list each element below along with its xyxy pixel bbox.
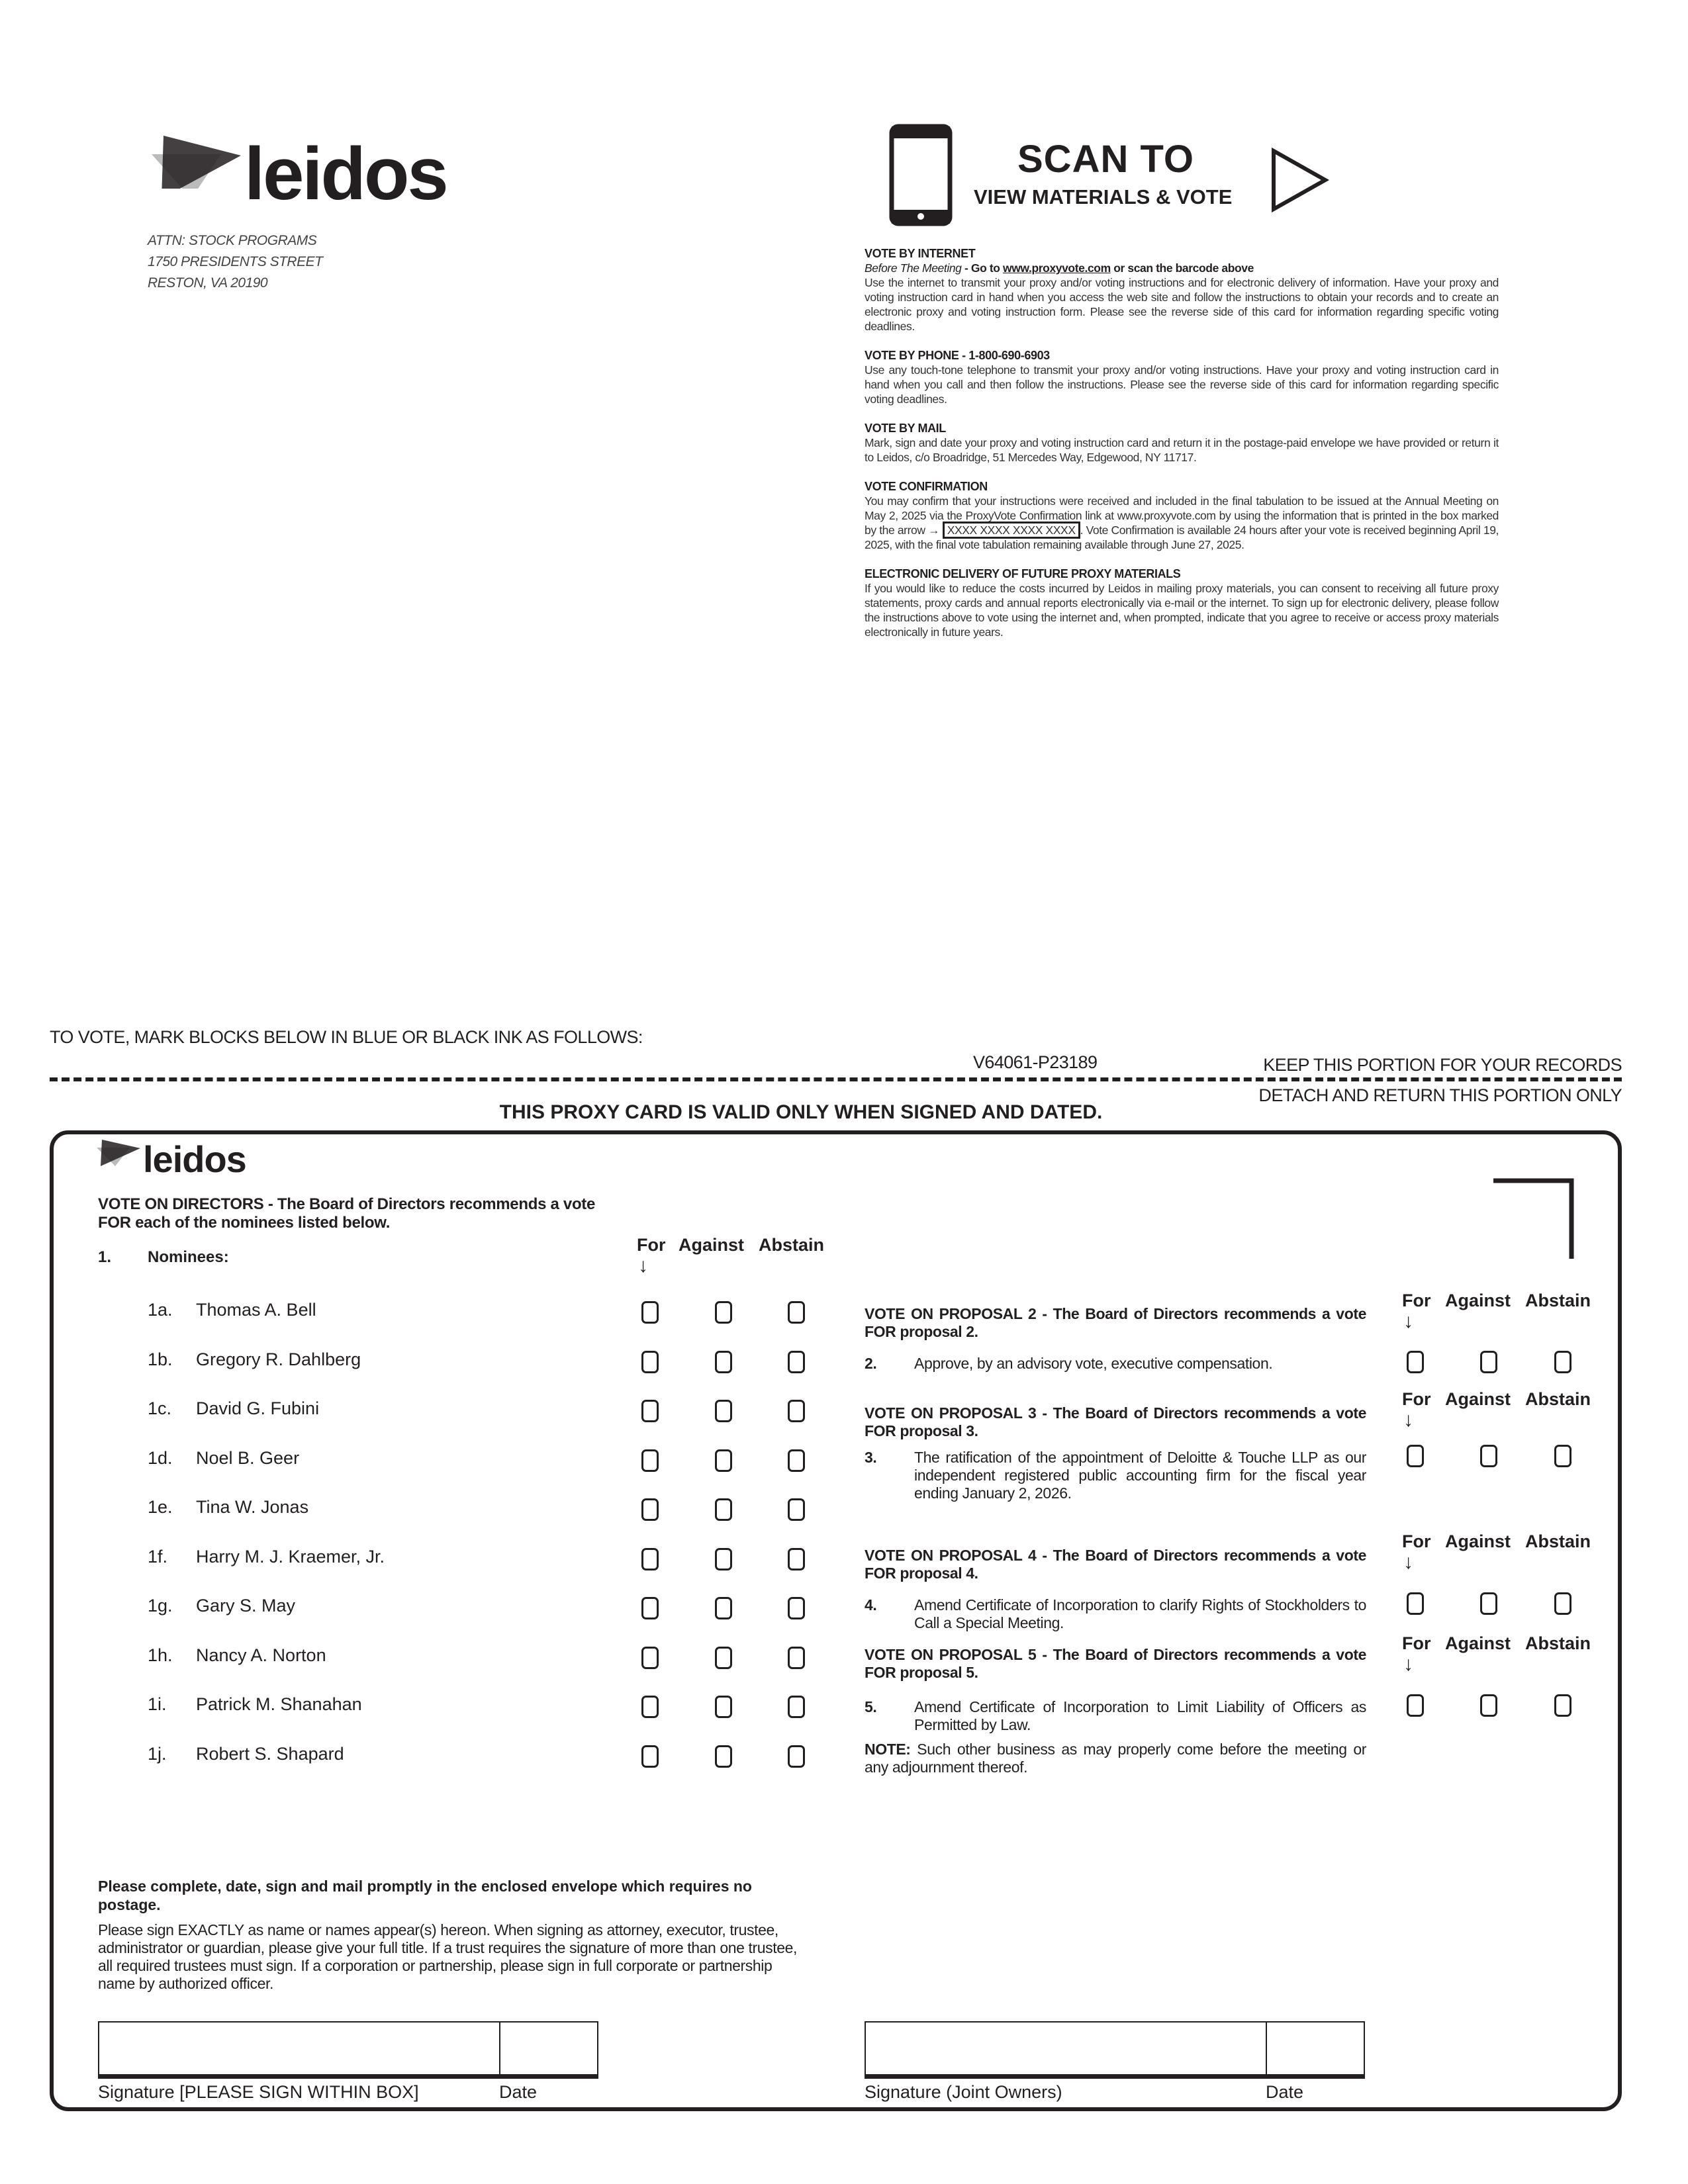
vote-confirmation-body: [865, 494, 1499, 552]
proposal-5-for-checkbox[interactable]: [1407, 1694, 1424, 1717]
column-header-for: For: [1402, 1291, 1431, 1310]
column-header-for: For: [1402, 1389, 1431, 1409]
vote-internet-body: Use the internet to transmit your proxy and/or voting instructions and for electronic delivery of information. Have your proxy and voting instruction card in hand when you access the web site and follow the instructions to obtain your records and to create an electronic proxy and voting instruction form. Please see the reverse side of this card for information regarding specific voting deadlines.: [865, 276, 1499, 333]
nominee-1g-against-checkbox[interactable]: [715, 1597, 732, 1619]
note: [865, 1741, 1366, 1776]
down-arrow-icon: ↓: [1403, 1551, 1413, 1573]
item-number: 1.: [98, 1248, 112, 1266]
proposal-heading: VOTE ON PROPOSAL 4 - The Board of Directors recommends a vote FOR proposal 4.: [865, 1547, 1366, 1582]
proposal-2-for-checkbox[interactable]: [1407, 1351, 1424, 1373]
down-arrow-icon: ↓: [1403, 1310, 1413, 1332]
nominee-1a-against-checkbox[interactable]: [715, 1301, 732, 1324]
proposal-2-abstain-checkbox[interactable]: [1554, 1351, 1571, 1373]
down-arrow-icon: ↓: [638, 1255, 648, 1277]
nominee-1c-for-checkbox[interactable]: [641, 1400, 659, 1422]
control-id: V64061-P23189: [973, 1052, 1098, 1072]
proposal-text: Amend Certificate of Incorporation to Limit Liability of Officers as Permitted by Law.: [914, 1698, 1366, 1733]
column-header-for: For: [637, 1235, 666, 1255]
proposal-heading: VOTE ON PROPOSAL 2 - The Board of Directors recommends a vote FOR proposal 2.: [865, 1305, 1366, 1340]
column-header-abstain: Abstain: [1525, 1633, 1591, 1653]
nominee-1b-for-checkbox[interactable]: [641, 1351, 659, 1373]
nominee-1g-for-checkbox[interactable]: [641, 1597, 659, 1619]
nominee-name: Noel B. Geer: [196, 1447, 300, 1468]
scan-barcode-text: or scan the barcode above: [1110, 261, 1254, 275]
before-meeting-label: Before The Meeting: [865, 261, 962, 275]
column-header-against: Against: [1445, 1633, 1511, 1653]
nominee-id: 1j.: [148, 1743, 167, 1764]
nominee-name: David G. Fubini: [196, 1398, 320, 1418]
electronic-delivery-body: If you would like to reduce the costs incurred by Leidos in mailing proxy materials, you can consent to receiving all future proxy statements, proxy cards and annual reports electronically via e-mail or the internet. To sign up for electronic delivery, please follow the instructions above to vote using the internet and, when prompted, indicate that you agree to receive or access proxy materials electronically in future years.: [865, 582, 1499, 639]
nominee-1i-abstain-checkbox[interactable]: [788, 1696, 805, 1718]
nominee-1j-for-checkbox[interactable]: [641, 1745, 659, 1768]
nominee-id: 1b.: [148, 1349, 173, 1369]
vote-internet-heading: VOTE BY INTERNET: [865, 247, 976, 260]
proposal-number: 3.: [865, 1449, 877, 1466]
nominee-name: Thomas A. Bell: [196, 1300, 316, 1320]
nominee-id: 1c.: [148, 1398, 172, 1418]
nominee-name: Nancy A. Norton: [196, 1645, 326, 1665]
nominee-1b-abstain-checkbox[interactable]: [788, 1351, 805, 1373]
dash: - Go to: [961, 261, 1003, 275]
date-field[interactable]: [499, 2023, 500, 2074]
proposal-4-against-checkbox[interactable]: [1480, 1592, 1497, 1615]
signature-label: Signature [PLEASE SIGN WITHIN BOX]: [98, 2082, 419, 2102]
voting-instructions: [865, 246, 1499, 654]
nominee-1b-against-checkbox[interactable]: [715, 1351, 732, 1373]
nominee-1c-abstain-checkbox[interactable]: [788, 1400, 805, 1422]
vote-mail-heading: VOTE BY MAIL: [865, 422, 946, 435]
nominee-id: 1f.: [148, 1546, 168, 1567]
nominee-1h-for-checkbox[interactable]: [641, 1647, 659, 1669]
confirmation-text-2: . Vote Confirmation is available 24 hours after your vote is received beginning April 19, 2025, with the final vote tabulation remaining available through June 27, 2025.: [865, 523, 1499, 551]
address-line: 1750 PRESIDENTS STREET: [148, 254, 323, 269]
proposal-heading: VOTE ON PROPOSAL 3 - The Board of Directors recommends a vote FOR proposal 3.: [865, 1404, 1366, 1439]
nominee-1i-for-checkbox[interactable]: [641, 1696, 659, 1718]
nominee-id: 1e.: [148, 1497, 173, 1517]
proposal-5-against-checkbox[interactable]: [1480, 1694, 1497, 1717]
nominee-1d-abstain-checkbox[interactable]: [788, 1449, 805, 1472]
nominees-label: Nominees:: [148, 1248, 229, 1266]
proposal-2-against-checkbox[interactable]: [1480, 1351, 1497, 1373]
control-number-box: XXXX XXXX XXXX XXXX: [943, 522, 1080, 539]
valid-notice: THIS PROXY CARD IS VALID ONLY WHEN SIGNED AND DATED.: [499, 1101, 1103, 1123]
proposal-text: The ratification of the appointment of Deloitte & Touche LLP as our independent registered public accounting firm for the fiscal year ending January 2, 2026.: [914, 1449, 1366, 1502]
date-label: Date: [499, 2082, 538, 2102]
proposal-3-abstain-checkbox[interactable]: [1554, 1445, 1571, 1467]
detach-portion-label: DETACH AND RETURN THIS PORTION ONLY: [1258, 1085, 1622, 1105]
column-header-against: Against: [1445, 1291, 1511, 1310]
vote-phone-body: Use any touch-tone telephone to transmit your proxy and/or voting instructions. Have your proxy and voting instruction card in hand when you call and then follow the instructions. Please see the reverse side of this card for information regarding specific voting deadlines.: [865, 363, 1499, 406]
down-arrow-icon: ↓: [1403, 1653, 1413, 1675]
nominee-name: Gary S. May: [196, 1596, 296, 1615]
nominee-1g-abstain-checkbox[interactable]: [788, 1597, 805, 1619]
scan-subtitle: VIEW MATERIALS & VOTE: [974, 185, 1233, 208]
column-header-against: Against: [679, 1235, 745, 1255]
ink-instructions: TO VOTE, MARK BLOCKS BELOW IN BLUE OR BLACK INK AS FOLLOWS:: [50, 1027, 643, 1047]
column-header-abstain: Abstain: [1525, 1389, 1591, 1409]
proposal-3-against-checkbox[interactable]: [1480, 1445, 1497, 1467]
proposal-4-abstain-checkbox[interactable]: [1554, 1592, 1571, 1615]
scan-to-title: SCAN TO: [1017, 138, 1194, 181]
play-arrow-icon: [1270, 147, 1331, 213]
nominee-name: Patrick M. Shanahan: [196, 1694, 362, 1714]
nominee-1h-abstain-checkbox[interactable]: [788, 1647, 805, 1669]
smartphone-icon: [889, 124, 953, 226]
nominee-1f-for-checkbox[interactable]: [641, 1548, 659, 1570]
nominee-id: 1g.: [148, 1596, 173, 1615]
mail-instructions: Please complete, date, sign and mail promptly in the enclosed envelope which requires no postage.: [98, 1878, 752, 1913]
address-line: ATTN: STOCK PROGRAMS: [148, 233, 317, 248]
proposal-number: 4.: [865, 1596, 877, 1614]
joint-date-label: Date: [1266, 2082, 1304, 2102]
vote-phone-heading: VOTE BY PHONE - 1-800-690-6903: [865, 349, 1050, 362]
nominee-1a-for-checkbox[interactable]: [641, 1301, 659, 1324]
proposal-5-abstain-checkbox[interactable]: [1554, 1694, 1571, 1717]
down-arrow-icon: ↓: [1403, 1409, 1413, 1431]
directors-heading-line: VOTE ON DIRECTORS - The Board of Directors recommends a vote: [98, 1195, 596, 1213]
column-header-against: Against: [1445, 1389, 1511, 1409]
joint-signature-label: Signature (Joint Owners): [865, 2082, 1062, 2102]
nominee-name: Robert S. Shapard: [196, 1743, 344, 1764]
nominee-1j-abstain-checkbox[interactable]: [788, 1745, 805, 1768]
nominee-name: Harry M. J. Kraemer, Jr.: [196, 1546, 385, 1567]
nominee-id: 1d.: [148, 1447, 173, 1468]
column-header-abstain: Abstain: [1525, 1531, 1591, 1551]
signing-instructions: Please sign EXACTLY as name or names appear(s) hereon. When signing as attorney, executor, trustee, administrator or guardian, please give your full title. If a trust requires the signature of more than one trustee, all required trustees must sign. If a corporation or partnership, please sign in full corporate or partnership name by authorized officer.: [98, 1921, 798, 1992]
nominee-1d-for-checkbox[interactable]: [641, 1449, 659, 1472]
nominee-1f-abstain-checkbox[interactable]: [788, 1548, 805, 1570]
note-label: NOTE:: [865, 1741, 911, 1758]
proposal-heading: VOTE ON PROPOSAL 5 - The Board of Directors recommends a vote FOR proposal 5.: [865, 1646, 1366, 1681]
directors-heading-line: FOR each of the nominees listed below.: [98, 1214, 391, 1232]
vote-mail-body: Mark, sign and date your proxy and voting instruction card and return it in the postage-paid envelope we have provided or return it to Leidos, c/o Broadridge, 51 Mercedes Way, Edgewood, NY 11717.: [865, 436, 1499, 464]
nominee-id: 1i.: [148, 1694, 167, 1714]
nominee-1d-against-checkbox[interactable]: [715, 1449, 732, 1472]
logo-mark-icon: [97, 1140, 150, 1166]
column-header-abstain: Abstain: [759, 1235, 825, 1255]
nominee-1a-abstain-checkbox[interactable]: [788, 1301, 805, 1324]
confirmation-text: You may confirm that your instructions were received and included in the final tabulation to be issued at the Annual Meeting on May 2, 2025 via the ProxyVote Confirmation link at www.proxyvote.com by using the information that is printed in the box marked by the arrow →: [865, 494, 1499, 537]
nominee-1j-against-checkbox[interactable]: [715, 1745, 732, 1768]
joint-signature-field[interactable]: [865, 2021, 1365, 2079]
proposal-number: 2.: [865, 1355, 877, 1372]
nominee-name: Tina W. Jonas: [196, 1497, 309, 1517]
nominee-1e-abstain-checkbox[interactable]: [788, 1498, 805, 1521]
proxyvote-link[interactable]: www.proxyvote.com: [1003, 261, 1111, 275]
proposal-4-for-checkbox[interactable]: [1407, 1592, 1424, 1615]
address-line: RESTON, VA 20190: [148, 275, 268, 291]
column-header-against: Against: [1445, 1531, 1511, 1551]
column-header-for: For: [1402, 1531, 1431, 1551]
proposal-text: Approve, by an advisory vote, executive compensation.: [914, 1355, 1273, 1372]
signature-field[interactable]: [98, 2021, 598, 2079]
keep-portion-label: KEEP THIS PORTION FOR YOUR RECORDS: [1263, 1055, 1622, 1075]
proposal-number: 5.: [865, 1698, 877, 1715]
nominee-1i-against-checkbox[interactable]: [715, 1696, 732, 1718]
detach-line: [50, 1077, 1622, 1081]
directors-heading: [98, 1195, 595, 1232]
nominee-1c-against-checkbox[interactable]: [715, 1400, 732, 1422]
nominee-1h-against-checkbox[interactable]: [715, 1647, 732, 1669]
vote-confirmation-heading: VOTE CONFIRMATION: [865, 480, 988, 493]
registration-corner-mark: [1493, 1178, 1575, 1260]
return-address: [148, 230, 322, 294]
note-text: Such other business as may properly come before the meeting or any adjournment thereof.: [865, 1741, 1366, 1776]
column-header-for: For: [1402, 1633, 1431, 1653]
nominee-name: Gregory R. Dahlberg: [196, 1349, 361, 1369]
electronic-delivery-heading: ELECTRONIC DELIVERY OF FUTURE PROXY MATERIALS: [865, 567, 1181, 580]
nominee-1e-against-checkbox[interactable]: [715, 1498, 732, 1521]
logo-wordmark: leidos: [143, 1138, 246, 1180]
nominee-id: 1h.: [148, 1645, 173, 1665]
nominee-1e-for-checkbox[interactable]: [641, 1498, 659, 1521]
nominee-1f-against-checkbox[interactable]: [715, 1548, 732, 1570]
card-leidos-logo: [97, 1140, 269, 1186]
logo-wordmark: leidos: [244, 132, 447, 215]
leidos-logo: [152, 132, 463, 215]
proposal-text: Amend Certificate of Incorporation to clarify Rights of Stockholders to Call a Special Meeting.: [914, 1596, 1366, 1631]
column-header-abstain: Abstain: [1525, 1291, 1591, 1310]
proposal-3-for-checkbox[interactable]: [1407, 1445, 1424, 1467]
nominee-id: 1a.: [148, 1300, 173, 1320]
joint-date-field[interactable]: [1266, 2023, 1267, 2074]
